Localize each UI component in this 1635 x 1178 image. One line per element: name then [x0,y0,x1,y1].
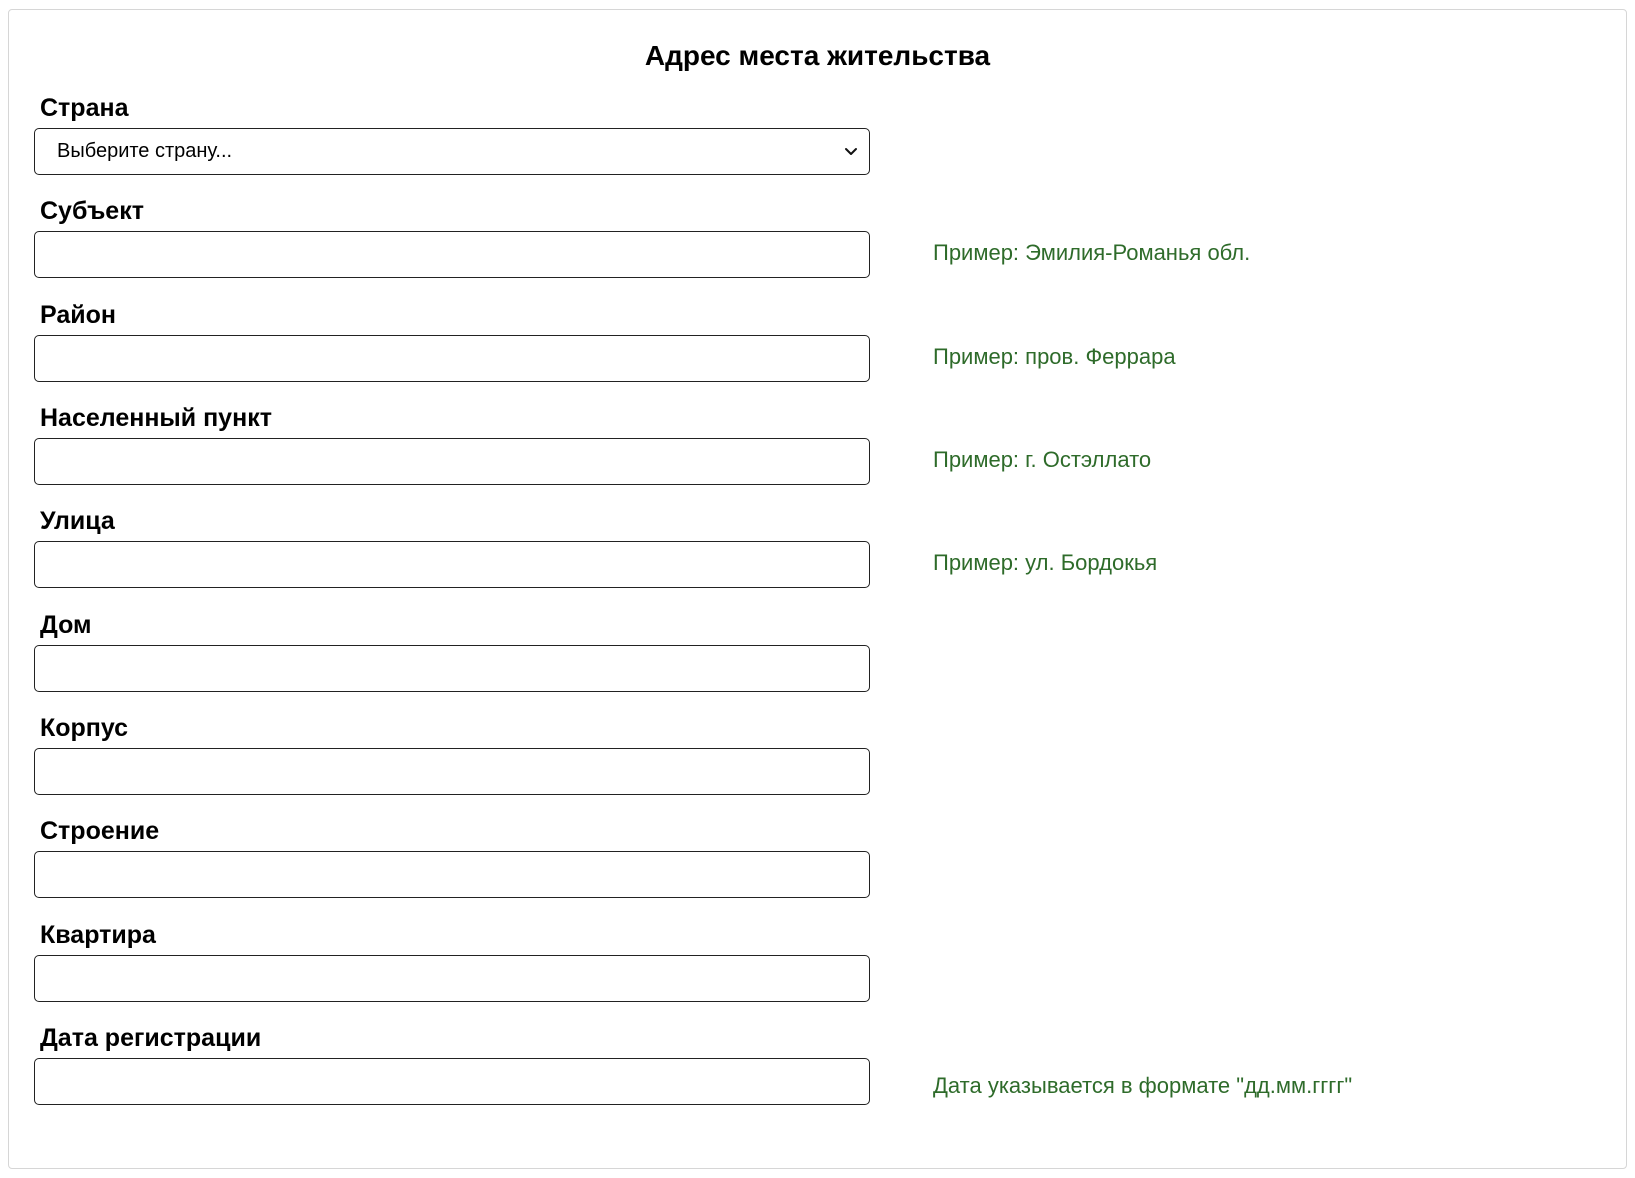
country-select-value: Выберите страну... [57,140,233,162]
registration-date-input[interactable] [34,1058,870,1105]
street-input[interactable] [34,541,870,588]
block-label: Корпус [40,714,129,742]
house-input[interactable] [34,645,870,692]
building-input[interactable] [34,851,870,898]
address-form-card [8,9,1627,1169]
registration-date-field [9,1021,1626,1129]
region-hint: Пример: Эмилия-Романья обл. [933,240,1251,265]
chevron-down-icon [843,143,859,159]
country-field [9,91,1626,199]
district-input[interactable] [34,335,870,382]
building-label: Строение [40,817,160,845]
region-field [9,194,1626,302]
region-input[interactable] [34,231,870,278]
apartment-label: Квартира [40,921,156,949]
registration-date-hint: Дата указывается в формате "дд.мм.гггг" [933,1073,1353,1098]
district-label: Район [40,301,116,329]
apartment-field [9,918,1626,1026]
locality-label: Населенный пункт [40,404,272,432]
region-label: Субъект [40,197,144,225]
locality-hint: Пример: г. Остэллато [933,447,1152,472]
locality-field [9,401,1626,509]
district-field [9,298,1626,406]
locality-input[interactable] [34,438,870,485]
house-field [9,608,1626,716]
form-title: Адрес места жительства [644,40,991,71]
country-label: Страна [40,94,129,122]
country-select[interactable] [34,128,870,175]
street-field [9,504,1626,612]
block-input[interactable] [34,748,870,795]
block-field [9,711,1626,819]
street-label: Улица [40,507,115,535]
building-field [9,814,1626,922]
street-hint: Пример: ул. Бордокья [933,550,1158,575]
house-label: Дом [40,611,92,639]
apartment-input[interactable] [34,955,870,1002]
registration-date-label: Дата регистрации [40,1024,262,1052]
district-hint: Пример: пров. Феррара [933,344,1176,369]
